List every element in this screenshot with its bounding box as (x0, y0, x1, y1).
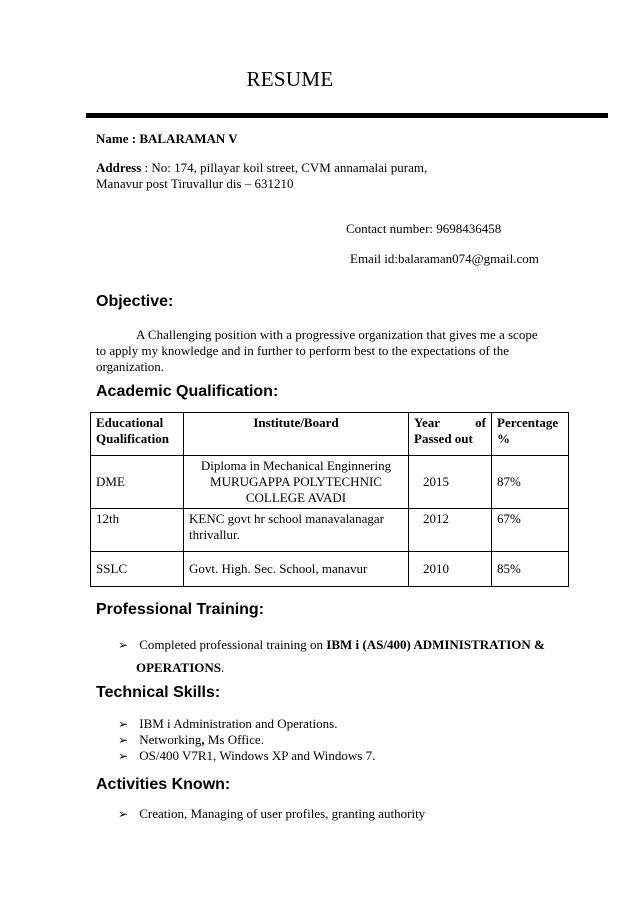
header-qualification-line-1: Educational (96, 415, 164, 430)
header-year-line-1 (414, 415, 486, 431)
training-suffix: . (221, 660, 225, 675)
row-2-percentage: 67% (492, 509, 569, 552)
row-1-year: 2015 (409, 456, 492, 509)
skill-item-1 (118, 716, 337, 732)
arrowhead-bullet-icon: ➢ (118, 717, 129, 731)
header-qualification-line-2: Qualification (96, 431, 169, 446)
activities-heading: Activities Known: (96, 776, 231, 793)
arrowhead-bullet-icon: ➢ (118, 733, 129, 747)
arrowhead-bullet-icon: ➢ (118, 749, 129, 763)
row-3-institute: Govt. High. Sec. School, manavur (184, 552, 409, 587)
training-course-name: IBM i (AS/400) ADMINISTRATION & (326, 637, 545, 652)
row-1-percentage: 87% (492, 456, 569, 509)
row-2-year: 2012 (409, 509, 492, 552)
header-year-line-2: Passed out (414, 431, 473, 446)
title-divider (86, 113, 608, 118)
activity-item-1-text: Creation, Managing of user profiles, granting authority (139, 806, 426, 821)
row-2-institute-line-1: KENC govt hr school manavalanagar (189, 511, 384, 526)
table-row (91, 509, 569, 552)
address-value-1: : No: 174, pillayar koil street, CVM annamalai puram, (144, 160, 428, 175)
arrowhead-bullet-icon: ➢ (118, 638, 129, 652)
training-item-continued (136, 660, 224, 676)
header-year-word: Year (414, 415, 440, 430)
activity-item-1 (118, 806, 425, 822)
row-1-institute-line-1: Diploma in Mechanical Enginnering (200, 458, 392, 473)
skills-heading: Technical Skills: (96, 684, 221, 701)
header-percentage-line-1: Percentage (497, 415, 559, 430)
header-qualification (91, 413, 184, 456)
row-2-institute-line-2: thrivallur. (189, 527, 240, 542)
name-value: BALARAMAN V (139, 131, 238, 146)
table-row (91, 552, 569, 587)
row-1-institute (184, 456, 409, 509)
address-line-1 (96, 160, 427, 176)
row-3-qualification: SSLC (91, 552, 184, 587)
row-2-institute (184, 509, 409, 552)
table-header-row (91, 413, 569, 456)
header-percentage-line-2: % (497, 431, 510, 446)
training-heading: Professional Training: (96, 601, 265, 618)
header-percentage (492, 413, 569, 456)
address-line-2: Manavur post Tiruvallur dis – 631210 (96, 176, 294, 191)
skill-item-3-text: OS/400 V7R1, Windows XP and Windows 7. (139, 748, 376, 763)
academic-table (90, 412, 569, 587)
name-label: Name : (96, 131, 137, 146)
academic-heading: Academic Qualification: (96, 383, 279, 400)
row-1-institute-line-2: MURUGAPPA POLYTECHNIC (210, 474, 382, 489)
skill-item-2-text: Networking (139, 732, 202, 747)
row-1-qualification: DME (91, 456, 184, 509)
objective-line-3: organization. (96, 359, 164, 374)
objective-line-1: A Challenging position with a progressive organization that gives me a scope (136, 327, 538, 342)
table-row (91, 456, 569, 509)
header-institute-text: Institute/Board (253, 415, 339, 430)
training-item (118, 637, 545, 653)
skill-item-2-text-b: Ms Office. (204, 732, 264, 747)
contact-number: Contact number: 9698436458 (346, 221, 502, 236)
header-year (409, 413, 492, 456)
arrowhead-bullet-icon: ➢ (118, 807, 129, 821)
skill-item-1-text: IBM i Administration and Operations. (139, 716, 338, 731)
training-text: Completed professional training on (139, 637, 324, 652)
row-1-institute-line-3: COLLEGE AVADI (245, 490, 347, 505)
objective-heading: Objective: (96, 293, 174, 310)
objective-line-2: to apply my knowledge and in further to perform best to the expectations of the (96, 343, 509, 358)
row-3-percentage: 85% (492, 552, 569, 587)
email-address: Email id:balaraman074@gmail.com (350, 251, 539, 266)
name-line (96, 131, 238, 147)
skill-item-2-comma: , (201, 732, 205, 747)
row-3-year: 2010 (409, 552, 492, 587)
header-year-of: of (475, 415, 486, 430)
training-course-name-2: OPERATIONS (136, 660, 221, 675)
page-title: RESUME (246, 67, 334, 91)
row-2-qualification: 12th (91, 509, 184, 552)
address-label: Address (96, 160, 142, 175)
skill-item-3 (118, 748, 375, 764)
skill-item-2 (118, 732, 264, 748)
header-institute (184, 413, 409, 456)
